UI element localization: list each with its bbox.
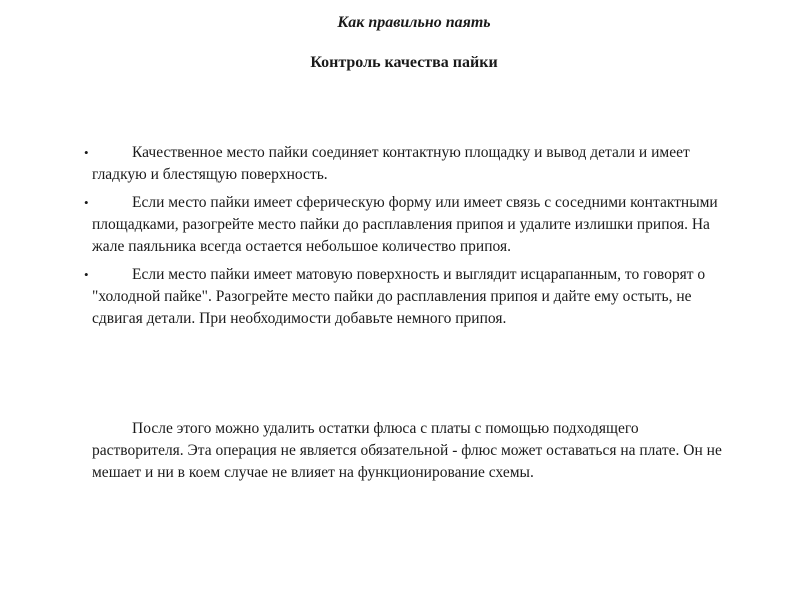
bullet-text: Качественное место пайки соединяет контактную площадку и вывод детали и имеет гладкую и блестящую поверхность. [92,144,690,183]
header-title: Как правильно паять [337,14,491,31]
bullet-icon: • [84,145,89,160]
bullet-icon: • [84,195,89,210]
closing-paragraph: После этого можно удалить остатки флюса с платы с помощью подходящего растворителя. Эта операция не является обязательной - флюс может оставаться на плате. Он не мешает и ни в коем случае не влияет на функционирование схемы. [92,420,722,481]
bullet-item [84,142,722,186]
bullet-item [84,264,722,330]
bullet-text: Если место пайки имеет матовую поверхность и выглядит исцарапанным, то говорят о "холодной пайке". Разогрейте место пайки до расплавления припоя и дайте ему остыть, не сдвигая детали. При необходимости добавьте немного припоя. [92,266,706,327]
section-title: Контроль качества пайки [310,54,498,71]
bullet-list [84,142,722,336]
bullet-icon: • [84,267,89,282]
bullet-item [84,192,722,258]
bullet-text: Если место пайки имеет сферическую форму или имеет связь с соседними контактными площадками, разогрейте место пайки до расплавления припоя и удалите излишки припоя. На жале паяльника всегда остается небольшое количество припоя. [92,194,718,255]
